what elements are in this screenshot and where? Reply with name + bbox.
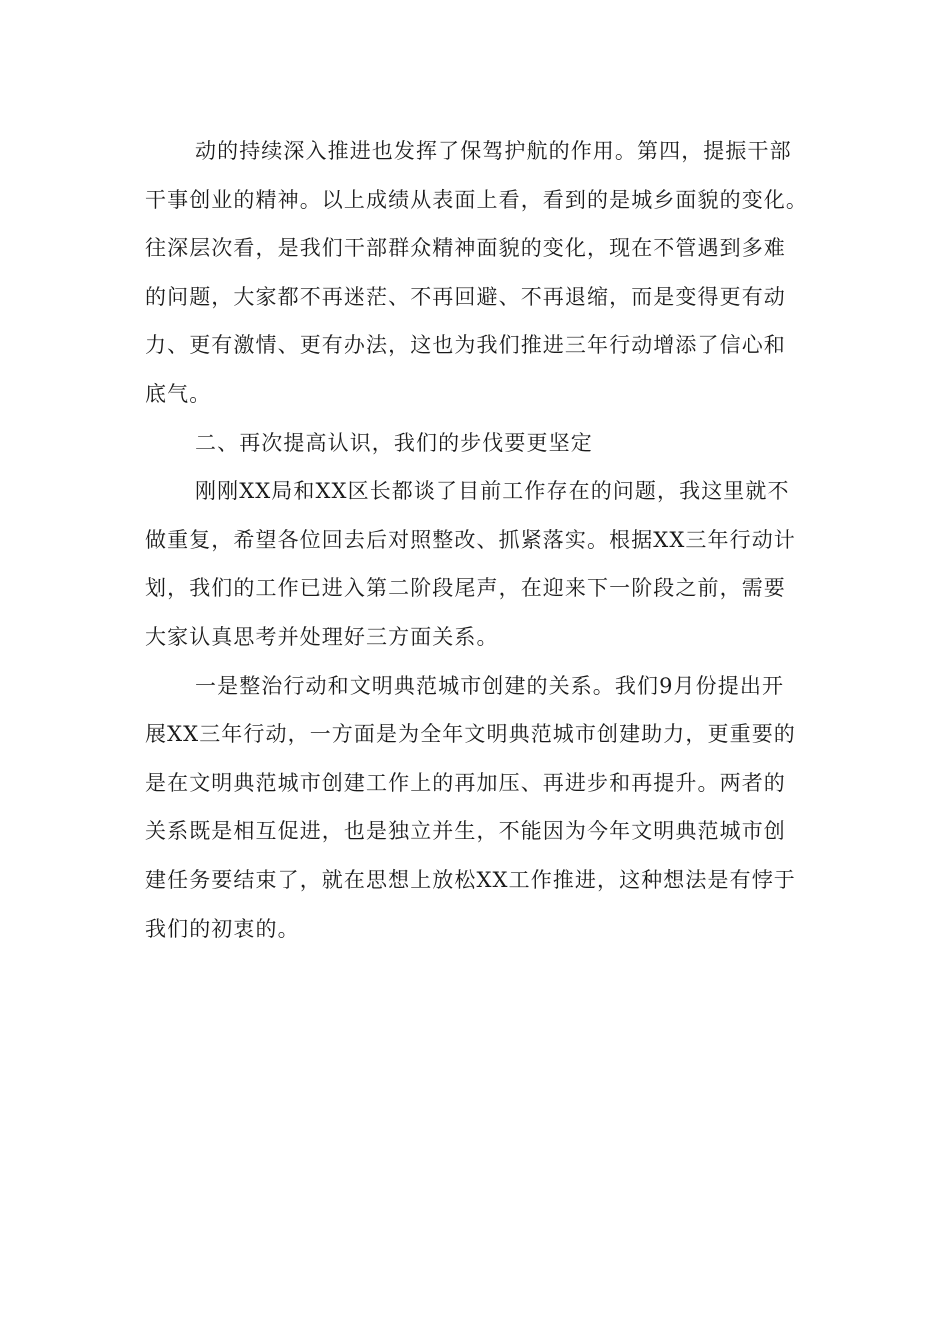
text-line: 力、更有激情、更有办法，这也为我们推进三年行动增添了信心和: [145, 333, 786, 358]
text-line: 往深层次看，是我们干部群众精神面貌的变化，现在不管遇到多难: [145, 236, 786, 261]
text-line: 底气。: [145, 381, 212, 406]
text-line: 做重复，希望各位回去后对照整改、抓紧落实。根据XX三年行动计: [145, 527, 796, 552]
text-line: 展XX三年行动，一方面是为全年文明典范城市创建助力，更重要的: [145, 722, 796, 747]
section-heading: 二、再次提高认识，我们的步伐要更坚定: [195, 430, 593, 455]
text-line: 我们的初衷的。: [145, 916, 300, 941]
text-line: 大家认真思考并处理好三方面关系。: [145, 624, 499, 649]
text-line: 动的持续深入推进也发挥了保驾护航的作用。第四，提振干部: [195, 139, 792, 163]
text-line: 一是整治行动和文明典范城市创建的关系。我们9月份提出开: [195, 673, 785, 698]
text-line: 关系既是相互促进，也是独立并生，不能因为今年文明典范城市创: [145, 819, 786, 844]
text-line: 建任务要结束了，就在思想上放松XX工作推进，这种想法是有悖于: [145, 867, 796, 892]
text-line: 刚刚XX局和XX区长都谈了目前工作存在的问题，我这里就不: [195, 479, 790, 504]
text-line: 划，我们的工作已进入第二阶段尾声，在迎来下一阶段之前，需要: [145, 576, 786, 601]
text-line: 的问题，大家都不再迷茫、不再回避、不再退缩，而是变得更有动: [145, 284, 786, 309]
document-body: [145, 127, 808, 953]
text-line: 干事创业的精神。以上成绩从表面上看，看到的是城乡面貌的变化。: [145, 187, 808, 212]
text-line: 是在文明典范城市创建工作上的再加压、再进步和再提升。两者的: [145, 770, 786, 795]
